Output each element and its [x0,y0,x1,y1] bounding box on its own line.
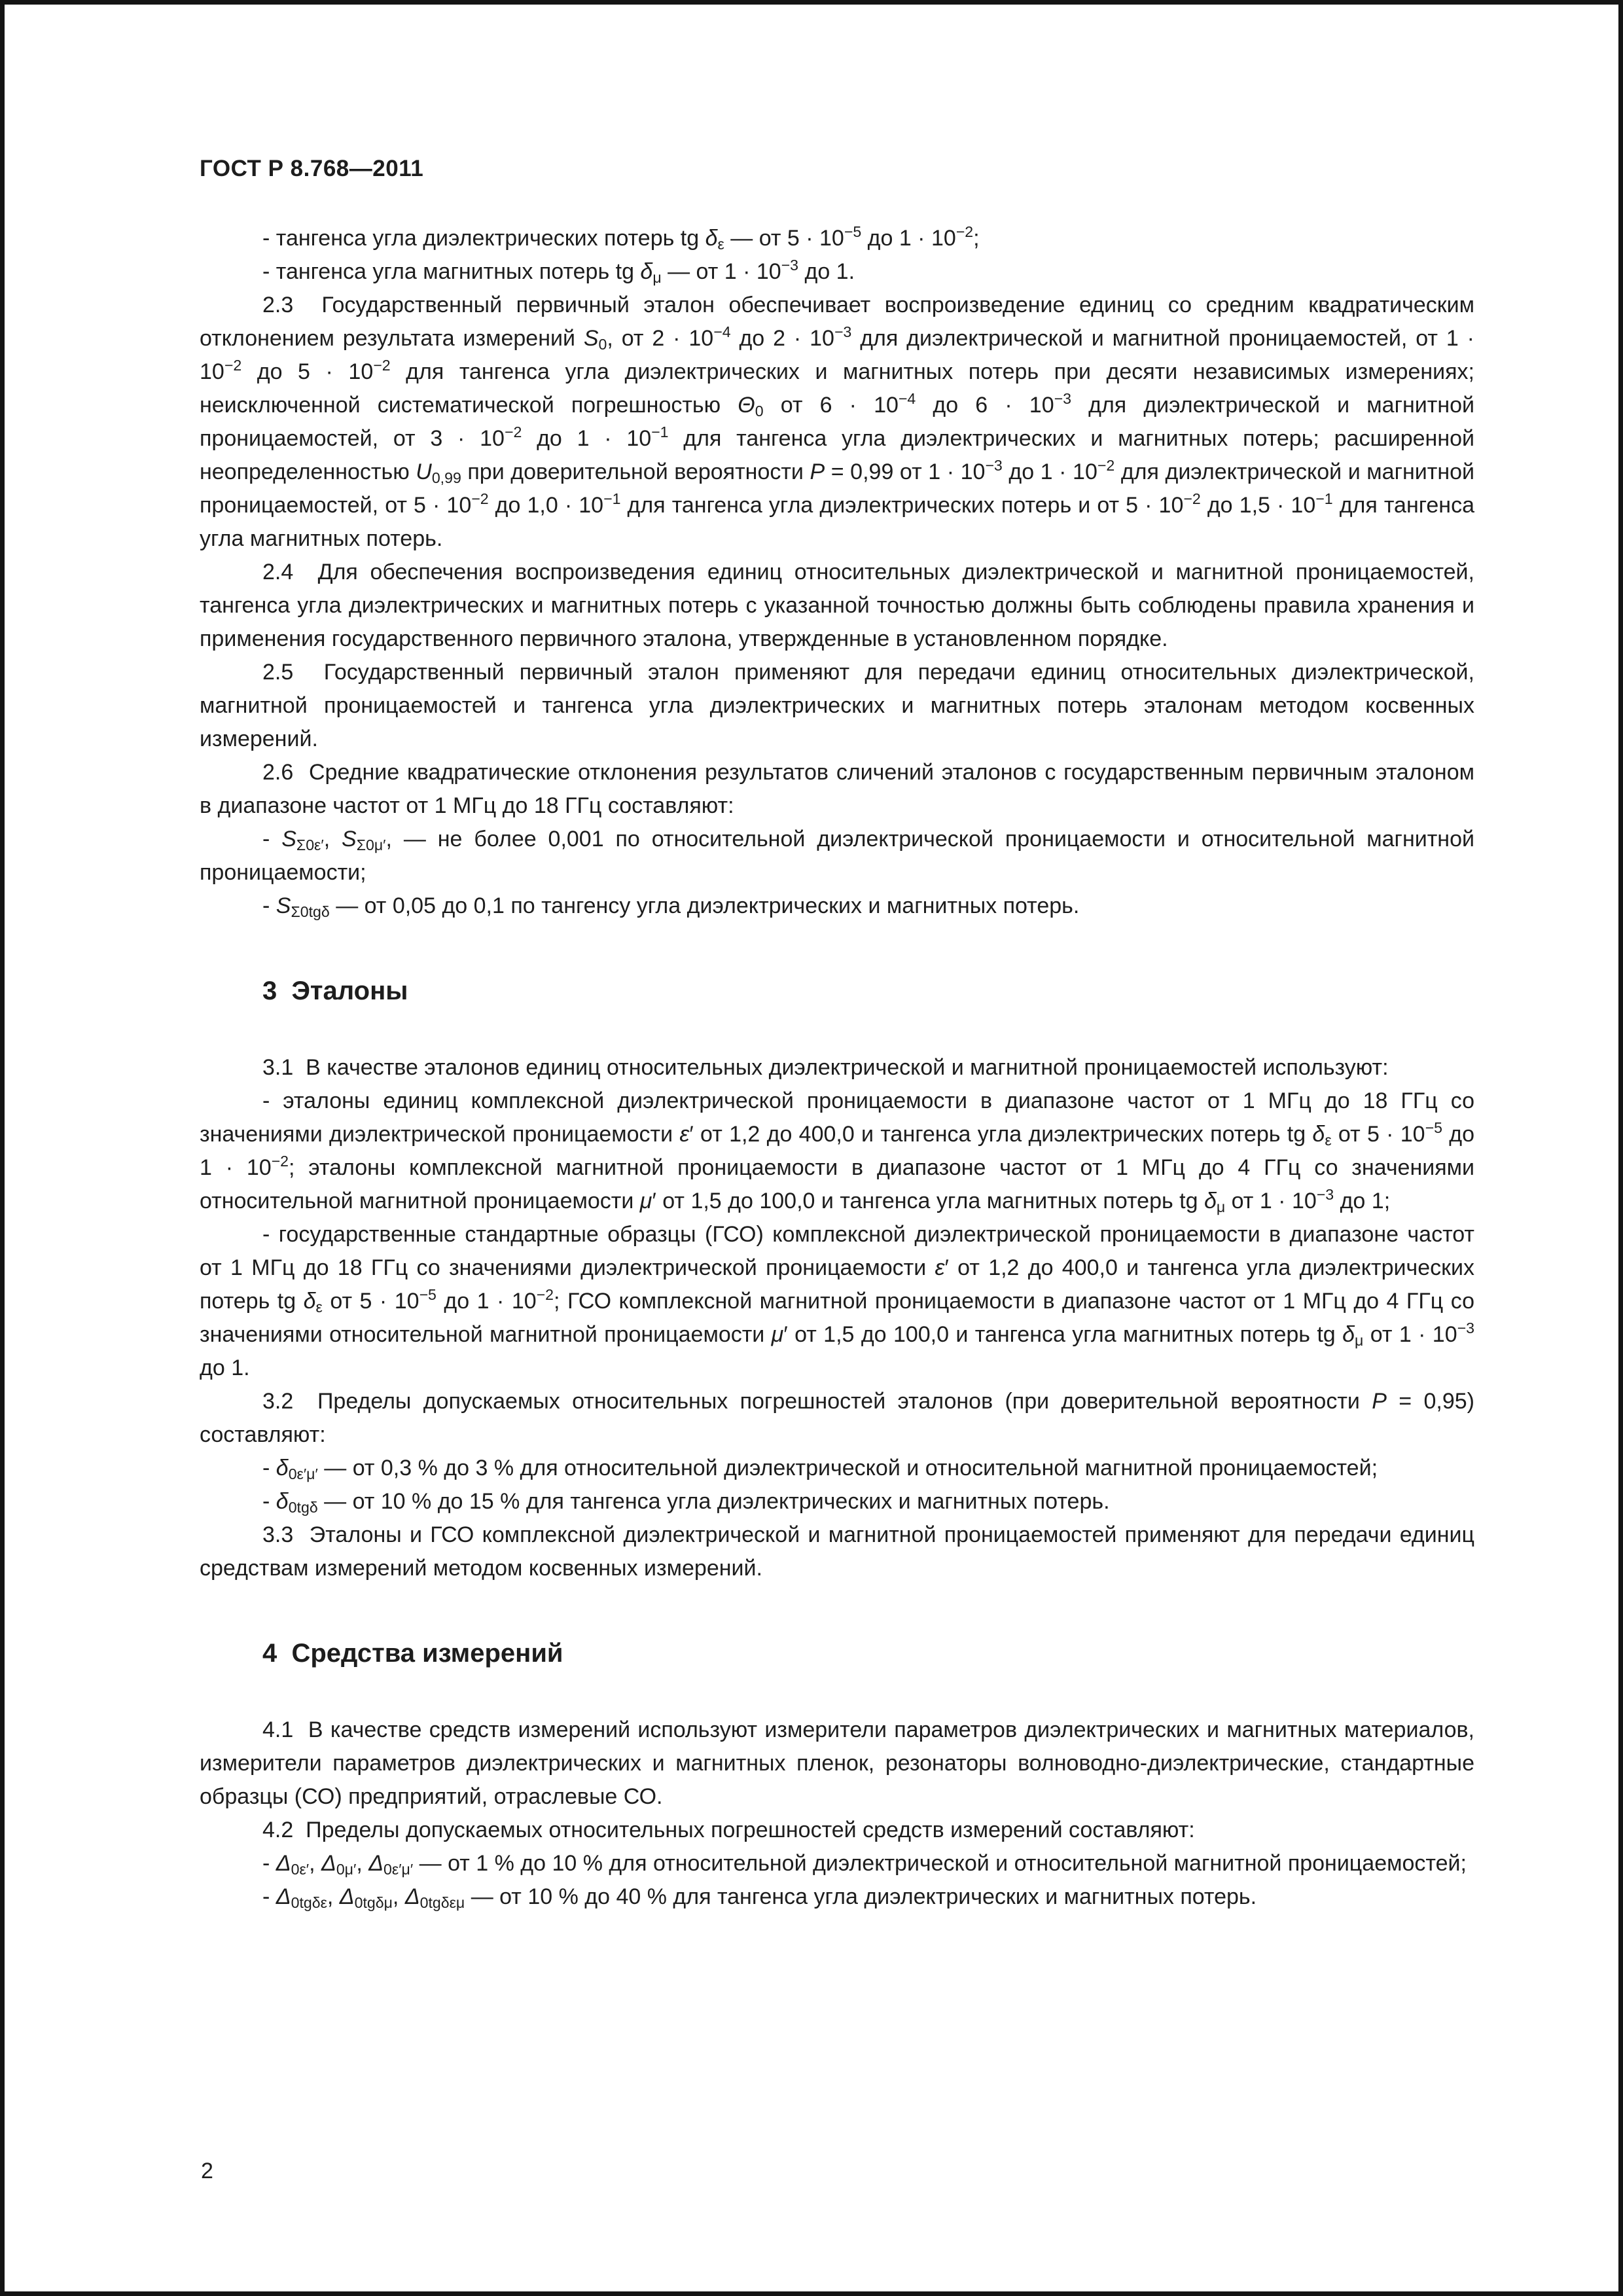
list-item: - тангенса угла диэлектрических потерь tg $\delta_\varepsilon$ — от $5 \cdot 10^{-5}$ до $1 \cdot 10^{-2}$; [262,223,980,253]
paragraph: 3.1 В качестве эталонов единиц относительных диэлектрической и магнитной проницаемостей используют: [262,1054,1389,1080]
paragraph: 2.3 Государственный первичный эталон обеспечивает воспроизведение единиц со средним квадратическим отклонением результата измерений $S_0$, от $2 \cdot 10^{-4}$ до $2 \cdot 10^{-3}$ для диэлектрической и магнитной проницаемостей, от $1 \cdot 10^{-2}$ до $5 \cdot 10^{-2}$ для тангенса угла диэлектрических и магнитных потерь при десяти независимых измерениях; неисключенной систематической погрешностью $\Theta_0$ от $6 \cdot 10^{-4}$ до $6 \cdot 10^{-3}$ для диэлектрической и магнитной проницаемостей, от $3 \cdot 10^{-2}$ до $1 \cdot 10^{-1}$ для тангенса угла диэлектрических и магнитных потерь; расширенной неопределенностью $U_{0,99}$ при доверительной вероятности P = 0,99 от $1 \cdot 10^{-3}$ до $1 \cdot 10^{-2}$ для диэлектрической и магнитной проницаемостей, от $5 \cdot 10^{-2}$ до $1,0 \cdot 10^{-1}$ для тангенса угла диэлектрических потерь и от $5 \cdot 10^{-2}$ до $1,5 \cdot 10^{-1}$ для тангенса угла магнитных потерь. [200,292,1475,551]
paragraph: 2.5 Государственный первичный эталон применяют для передачи единиц относительных диэлектрической, магнитной проницаемостей и тангенса угла диэлектрических и магнитных потерь эталонам методом косвенных измерений. [200,659,1474,751]
section-heading: 4 Средства измерений [262,1638,563,1668]
list-item: - $S_{\Sigma 0\varepsilon'}$, $S_{\Sigma 0\mu'}$, — не более 0,001 по относительной диэлектрической проницаемости и относительной магнитной проницаемости; [200,826,1474,885]
list-item: - государственные стандартные образцы (ГСО) комплексной диэлектрической проницаемости в диапазоне частот от 1 МГц до 18 ГГц со значениями диэлектрической проницаемости ε′ от 1,2 до 400,0 и тангенса угла диэлектрических потерь tg $\delta_\varepsilon$ от $5 \cdot 10^{-5}$ до $1 \cdot 10^{-2}$; ГСО комплексной магнитной проницаемости в диапазоне частот от 1 МГц до 4 ГГц со значениями относительной магнитной проницаемости μ′ от 1,5 до 100,0 и тангенса угла магнитных потерь tg $\delta_\mu$ от $1 \cdot 10^{-3}$ до 1. [200,1221,1475,1380]
paragraph: 4.2 Пределы допускаемых относительных погрешностей средств измерений составляют: [262,1817,1195,1842]
list-item: - $\Delta_{0\varepsilon'}$, $\Delta_{0\mu'}$, $\Delta_{0\varepsilon'\mu'}$ — от 1 % до 10 % для относительной диэлектрической и относительной магнитной проницаемостей; [262,1850,1467,1878]
list-item: - $S_{\Sigma 0tg\delta}$ — от 0,05 до 0,1 по тангенсу угла диэлектрических и магнитных потерь. [262,893,1080,920]
list-item: - $\Delta_{0tg\delta\varepsilon}$, $\Delta_{0tg\delta\mu}$, $\Delta_{0tg\delta\varepsilon\mu}$ — от 10 % до 40 % для тангенса угла диэлектрических и магнитных потерь. [262,1884,1257,1911]
list-item: - тангенса угла магнитных потерь tg $\delta_\mu$ — от $1 \cdot 10^{-3}$ до 1. [262,256,855,286]
list-item: - эталоны единиц комплексной диэлектрической проницаемости в диапазоне частот от 1 МГц до 18 ГГц со значениями диэлектрической проницаемости ε′ от 1,2 до 400,0 и тангенса угла диэлектрических потерь tg $\delta_\varepsilon$ от $5 \cdot 10^{-5}$ до $1 \cdot 10^{-2}$; эталоны комплексной магнитной проницаемости в диапазоне частот от 1 МГц до 4 ГГц со значениями относительной магнитной проницаемости μ′ от 1,5 до 100,0 и тангенса угла магнитных потерь tg $\delta_\mu$ от $1 \cdot 10^{-3}$ до 1; [200,1088,1474,1215]
paragraph: 3.2 Пределы допускаемых относительных погрешностей эталонов (при доверительной вероятности P = 0,95) составляют: [200,1388,1475,1447]
document-header: ГОСТ Р 8.768—2011 [200,156,424,181]
paragraph: 2.6 Средние квадратические отклонения результатов сличений эталонов с государственным первичным эталоном в диапазоне частот от 1 МГц до 18 ГГц составляют: [200,759,1474,818]
list-item: - $\delta_{0\varepsilon'\mu'}$ — от 0,3 % до 3 % для относительной диэлектрической и относительной магнитной проницаемостей; [262,1455,1378,1482]
document-body [200,222,1474,1914]
paragraph: 4.1 В качестве средств измерений используют измерители параметров диэлектрических и магнитных материалов, измерители параметров диэлектрических и магнитных пленок, резонаторы волноводно-диэлектрические, стандартные образцы (СО) предприятий, отраслевые СО. [200,1717,1474,1809]
paragraph: 2.4 Для обеспечения воспроизведения единиц относительных диэлектрической и магнитной проницаемостей, тангенса угла диэлектрических и магнитных потерь с указанной точностью должны быть соблюдены правила хранения и применения государственного первичного эталона, утвержденные в установленном порядке. [200,559,1474,651]
page-number: 2 [201,2159,213,2183]
list-item: - $\delta_{0tg\delta}$ — от 10 % до 15 % для тангенса угла диэлектрических и магнитных потерь. [262,1488,1110,1516]
section-heading: 3 Эталоны [262,976,408,1005]
paragraph: 3.3 Эталоны и ГСО комплексной диэлектрической и магнитной проницаемостей применяют для передачи единиц средствам измерений методом косвенных измерений. [200,1522,1474,1581]
